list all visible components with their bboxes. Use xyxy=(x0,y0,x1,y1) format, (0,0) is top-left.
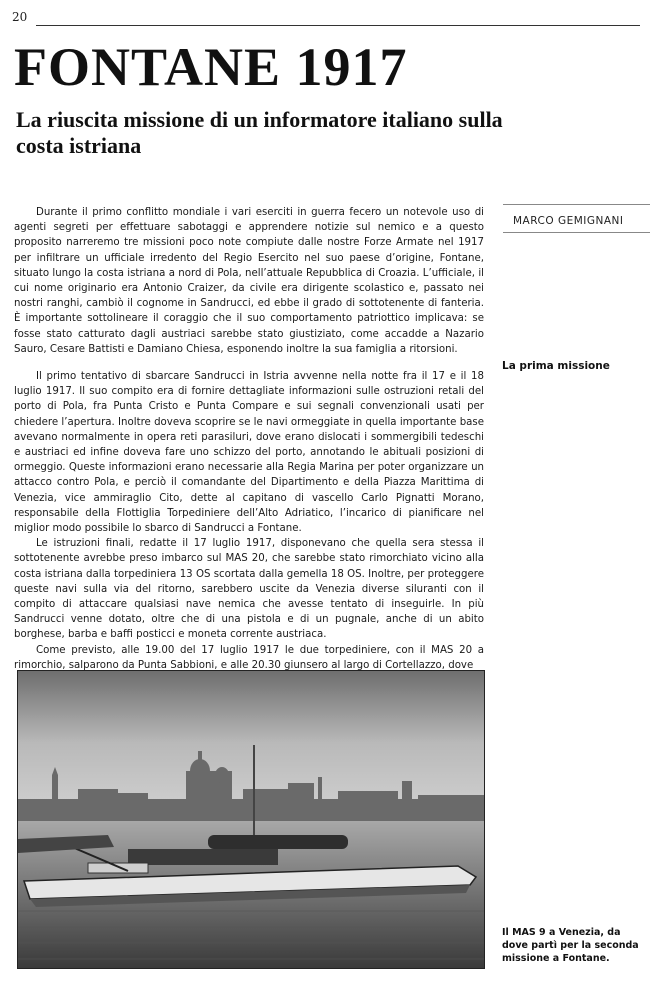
paragraph-1: Durante il primo conflitto mondiale i vari eserciti in guerra fecero un notevole uso di agenti segreti per effettuare sabotaggi e apprendere notizie sul nemico e a questo proposito narreremo tre missioni poco note compiute dalle nostre Forze Armate nel 1917 per infiltrare un ufficiale irredento del Regio Esercito nel suo paese d’origine, Fontane, situato lungo la costa istriana a nord di Pola, nell’attuale Repubblica di Croazia. L’ufficiale, il cui nome originario era Antonio Craizer, da civile era dirigente scolastico e, passato nei nostri ranghi, cambiò il cognome in Sandrucci, ed ebbe il grado di sottotenente di fanteria. È importante sottolineare il coraggio che il suo comportamento patriottico implicava: se fosse stato catturato dagli austriaci sarebbe stato giustiziato, come accadde a Nazario Sauro, Cesare Battisti e Damiano Chiesa, esponendo inoltre la sua famiglia a ritorsioni. xyxy=(14,207,484,355)
paragraph-4: Come previsto, alle 19.00 del 17 luglio 1917 le due torpediniere, con il MAS 20 a rimorchio, salparono da Punta Sabbioni, e alle 20.30 giunsero al largo di Cortellazzo, dove xyxy=(14,644,484,671)
boat-photo-illustration xyxy=(18,671,484,968)
photo-caption: Il MAS 9 a Venezia, da dove partì per la seconda missione a Fontane. xyxy=(502,927,639,964)
paragraph-3: Le istruzioni finali, redatte il 17 luglio 1917, disponevano che quella sera stessa il sottotenente avrebbe preso imbarco sul MAS 20, che sarebbe stato rimorchiato vicino alla costa istriana dalla torpediniera 13 OS scortata dalla gemella 18 OS. Inoltre, per proteggere queste navi sulla via del ritorno, sarebbero uscite da Venezia diverse siluranti con il compito di attaccare qualsiasi nave nemica che avesse tentato di inseguirle. In più Sandrucci venne dotato, oltre che di una pistola e di un pugnale, anche di un abito borghese, barba e baffi posticci e moneta corrente austriaca. xyxy=(14,538,484,641)
article-subtitle: La riuscita missione di un informatore italiano sulla costa istriana xyxy=(16,107,503,158)
article-body xyxy=(14,205,484,673)
article-title: FONTANE 1917 xyxy=(14,37,408,97)
author-name: MARCO GEMIGNANI xyxy=(513,215,624,227)
page-number: 20 xyxy=(12,10,28,24)
author-box xyxy=(503,204,650,233)
section-heading: La prima missione xyxy=(502,360,610,372)
paragraph-2: Il primo tentativo di sbarcare Sandrucci in Istria avvenne nella notte fra il 17 e il 18 luglio 1917. Il suo compito era di fornire dettagliate informazioni sulle ostruzioni retali del porto di Pola, fra Punta Cristo e Punta Compare e sui segnali convenzionali usati per chiedere l’apertura. Inoltre doveva scoprire se le navi ormeggiate in quella importante base avevano normalmente in opera reti parasiluri, dove erano dislocati i sommergibili tedeschi e austriaci ed infine doveva fare uno schizzo del porto, annotando le abituali posizioni di ormeggio. Queste informazioni erano necessarie alla Regia Marina per poter organizzare un attacco contro Pola, e perciò il comandante del Dipartimento e della Piazza Marittima di Venezia, vice ammiraglio Cito, dette al capitano di vascello Carlo Pignatti Morano, responsabile della Flottiglia Torpediniere dell’Alto Adriatico, l’incarico di pianificare nel miglior modo possibile lo sbarco di Sandrucci a Fontane. xyxy=(14,371,484,535)
article-photo xyxy=(17,670,485,969)
header-rule xyxy=(36,25,640,26)
